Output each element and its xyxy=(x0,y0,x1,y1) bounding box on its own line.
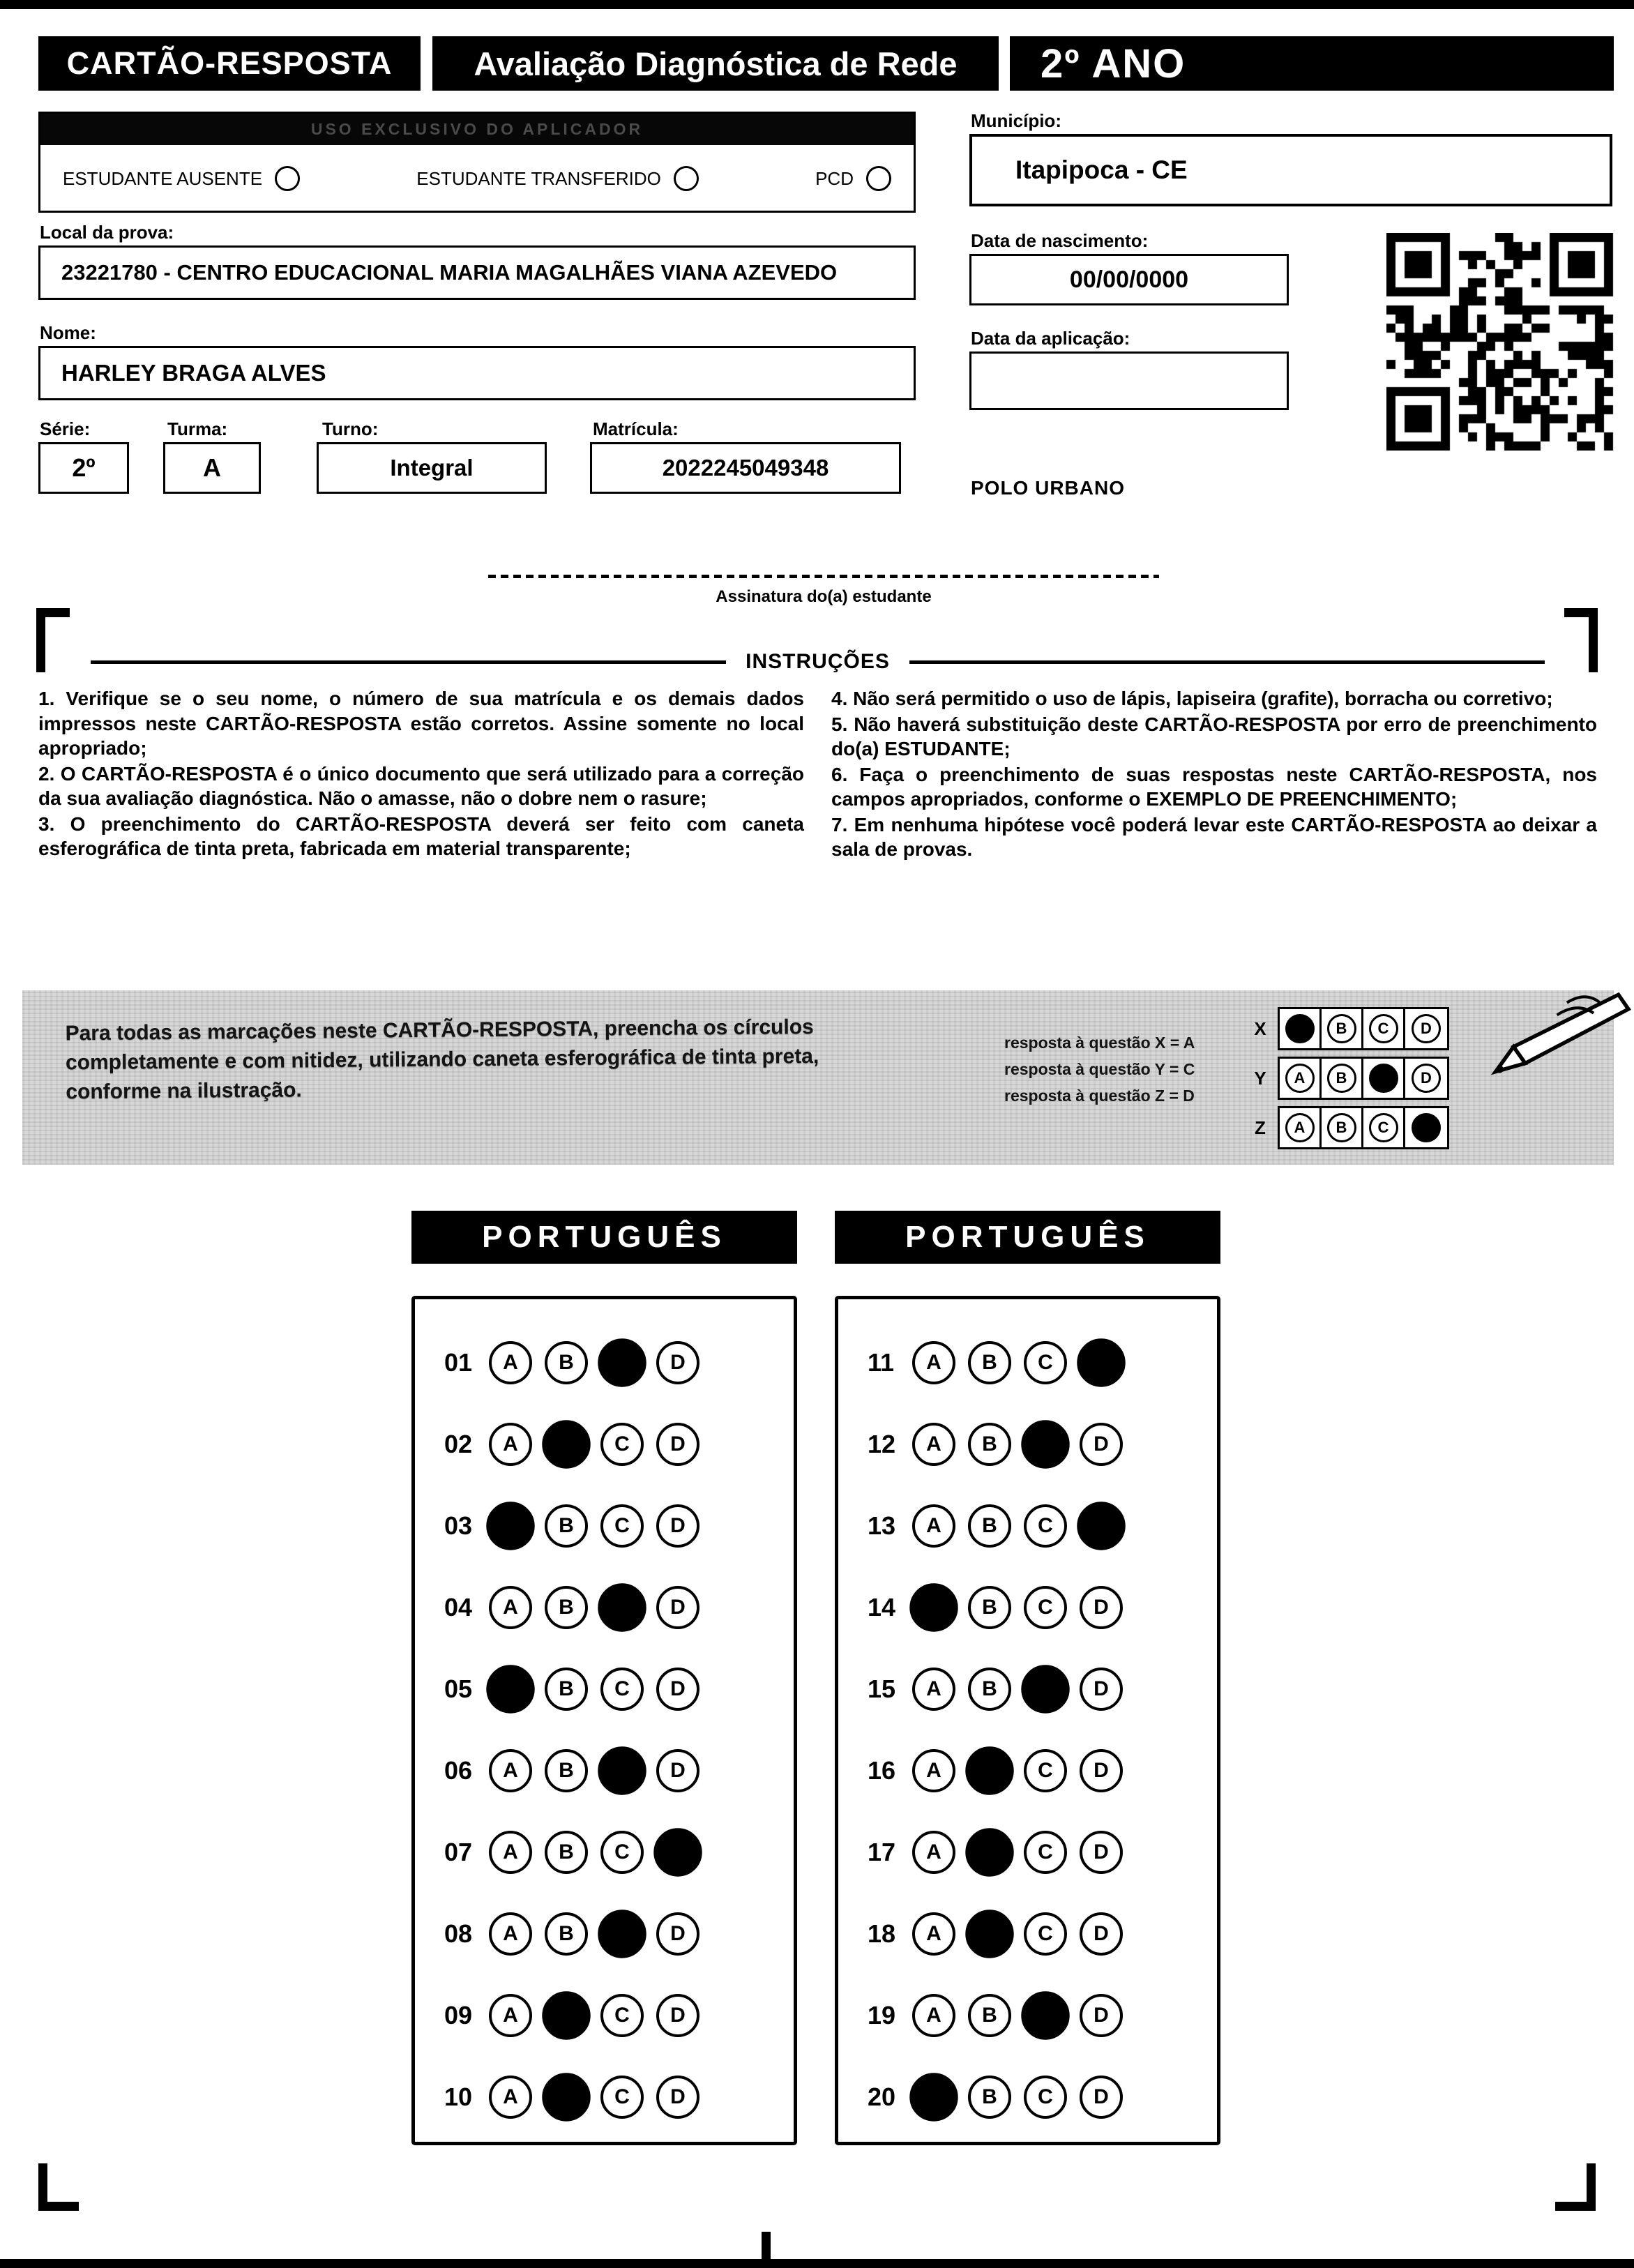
bottom-edge-bar xyxy=(0,2259,1634,2268)
answer-bubble-a[interactable]: A xyxy=(489,1341,532,1384)
example-grid xyxy=(1251,1007,1449,1149)
answer-bubble-c[interactable]: C xyxy=(600,2076,644,2119)
serie-value-box xyxy=(38,442,129,494)
answer-bubble-b[interactable]: B xyxy=(968,2076,1011,2119)
instruction-item: 4. Não será permitido o uso de lápis, lapiseira (grafite), borracha ou corretivo; xyxy=(831,688,1553,709)
answer-bubble-c[interactable] xyxy=(1021,1665,1069,1713)
polo-label: POLO URBANO xyxy=(971,477,1125,499)
card-title xyxy=(38,36,421,91)
question-row xyxy=(868,2056,1217,2138)
applicator-option-circle[interactable] xyxy=(866,166,891,191)
answer-bubble-b[interactable]: B xyxy=(545,1912,588,1956)
question-number: 06 xyxy=(444,1755,473,1785)
answer-bubble-b[interactable]: B xyxy=(545,1668,588,1711)
answer-bubble-a[interactable]: A xyxy=(912,1668,955,1711)
question-row xyxy=(444,1730,794,1811)
example-row-label: Y xyxy=(1254,1067,1266,1089)
answer-bubble-b[interactable]: B xyxy=(968,1668,1011,1711)
answer-bubble-a[interactable]: A xyxy=(489,1749,532,1792)
answer-bubble-d[interactable]: D xyxy=(1080,1749,1123,1792)
applicator-options xyxy=(40,145,914,212)
instruction-item: 5. Não haverá substituição deste CARTÃO-RESPOSTA por erro de preenchimento do(a) ESTUDANTE; xyxy=(831,713,1597,759)
corner-mark-bottom-left xyxy=(38,2163,79,2211)
divider-line xyxy=(909,660,1545,664)
example-cell xyxy=(1322,1059,1363,1098)
applicator-option xyxy=(815,166,891,191)
answer-bubble-d[interactable]: D xyxy=(1080,1668,1123,1711)
answer-bubble-b[interactable]: B xyxy=(968,1423,1011,1466)
answer-bubble-a[interactable]: A xyxy=(489,2076,532,2119)
answer-bubble-c[interactable]: C xyxy=(1024,1831,1067,1874)
example-legend-line: resposta à questão X = A xyxy=(1004,1034,1195,1052)
turma-value-box xyxy=(163,442,261,494)
matricula-value-box xyxy=(590,442,901,494)
example-cell xyxy=(1405,1059,1447,1098)
answer-bubble-d[interactable]: D xyxy=(656,1586,699,1629)
answer-bubble-d[interactable]: D xyxy=(1080,1423,1123,1466)
answer-bubble-c[interactable]: C xyxy=(600,1994,644,2037)
nascimento-label: Data de nascimento: xyxy=(971,230,1149,251)
answer-bubble-a[interactable]: A xyxy=(489,1912,532,1956)
turno-value-box xyxy=(317,442,547,494)
answer-section xyxy=(835,1211,1220,2145)
applicator-option-label: PCD xyxy=(815,167,854,189)
answer-bubble-c[interactable]: C xyxy=(600,1504,644,1548)
example-cell xyxy=(1363,1108,1405,1147)
question-row xyxy=(868,1322,1217,1403)
question-row xyxy=(444,2056,794,2138)
assessment-title xyxy=(432,36,999,91)
example-bubble-a: A xyxy=(1285,1113,1315,1142)
corner-mark-bottom-right xyxy=(1555,2163,1596,2211)
answer-bubble-d[interactable] xyxy=(653,1828,702,1876)
answer-bubble-c[interactable]: C xyxy=(1024,1749,1067,1792)
applicator-option-circle[interactable] xyxy=(275,166,300,191)
pen-hand-illustration xyxy=(1462,974,1634,1095)
top-edge-bar xyxy=(0,0,1634,9)
aplicacao-label: Data da aplicação: xyxy=(971,328,1130,349)
instruction-item: 2. O CARTÃO-RESPOSTA é o único documento que será utilizado para a correção da sua avaliação diagnóstica. Não o amasse, não o dobre nem o rasure; xyxy=(38,762,804,809)
nome-value: HARLEY BRAGA ALVES xyxy=(61,360,326,386)
answer-bubble-c[interactable]: C xyxy=(1024,1586,1067,1629)
answer-section xyxy=(411,1211,797,2145)
answer-bubble-a[interactable]: A xyxy=(912,1831,955,1874)
question-row xyxy=(444,1403,794,1485)
question-row xyxy=(444,1566,794,1648)
example-bubble-c xyxy=(1369,1064,1398,1093)
nome-label: Nome: xyxy=(40,322,96,343)
question-number: 14 xyxy=(868,1592,896,1621)
instruction-item: 7. Em nenhuma hipótese você poderá levar este CARTÃO-RESPOSTA ao deixar a sala de provas. xyxy=(831,813,1597,860)
answer-grid xyxy=(835,1296,1220,2145)
answer-bubble-a[interactable]: A xyxy=(489,1423,532,1466)
applicator-bar-label: USO EXCLUSIVO DO APLICADOR xyxy=(310,120,644,138)
applicator-option xyxy=(416,166,699,191)
answer-bubble-b[interactable]: B xyxy=(545,1749,588,1792)
local-label: Local da prova: xyxy=(40,222,174,243)
instruction-item: 3. O preenchimento do CARTÃO-RESPOSTA deverá ser feito com caneta esferográfica de tinta preta, fabricada em material transparente; xyxy=(38,812,804,859)
answer-bubble-b[interactable] xyxy=(542,1420,590,1468)
example-bubble-b: B xyxy=(1327,1113,1356,1142)
question-number: 18 xyxy=(868,1919,896,1948)
answer-bubble-b[interactable]: B xyxy=(968,1994,1011,2037)
answer-bubble-a[interactable] xyxy=(909,2073,958,2121)
question-number: 09 xyxy=(444,2000,473,2029)
applicator-option xyxy=(63,166,300,191)
center-registration-mark xyxy=(762,2232,771,2261)
example-bubble-c: C xyxy=(1369,1113,1398,1142)
municipio-label: Município: xyxy=(971,110,1061,131)
question-number: 11 xyxy=(868,1347,895,1377)
answer-bubble-a[interactable]: A xyxy=(489,1831,532,1874)
question-row xyxy=(868,1811,1217,1893)
applicator-option-circle[interactable] xyxy=(674,166,699,191)
example-bubble-a: A xyxy=(1285,1064,1315,1093)
answer-bubble-d[interactable]: D xyxy=(656,1423,699,1466)
question-number: 05 xyxy=(444,1674,473,1703)
answer-bubble-c[interactable]: C xyxy=(1024,2076,1067,2119)
answer-bubble-c[interactable]: C xyxy=(600,1831,644,1874)
corner-bracket-top-left xyxy=(36,608,70,672)
example-row-label: Z xyxy=(1255,1117,1266,1138)
question-number: 17 xyxy=(868,1837,896,1866)
answer-bubble-c[interactable]: C xyxy=(600,1668,644,1711)
example-cell xyxy=(1322,1108,1363,1147)
turma-value: A xyxy=(203,453,221,482)
answer-bubble-d[interactable]: D xyxy=(656,1912,699,1956)
example-legend-line: resposta à questão Y = C xyxy=(1004,1060,1195,1078)
answer-bubble-c[interactable] xyxy=(598,1583,646,1631)
question-number: 15 xyxy=(868,1674,896,1703)
aplicacao-value-box xyxy=(969,351,1289,410)
answer-bubble-b[interactable] xyxy=(965,1746,1013,1794)
question-number: 12 xyxy=(868,1429,896,1458)
example-cell xyxy=(1363,1059,1405,1098)
example-bubble-a xyxy=(1285,1014,1315,1043)
answer-section-title: PORTUGUÊS xyxy=(411,1211,797,1264)
applicator-option-label: ESTUDANTE TRANSFERIDO xyxy=(416,167,661,189)
question-row xyxy=(868,1648,1217,1730)
answer-bubble-a[interactable]: A xyxy=(912,1423,955,1466)
card-title-text: CARTÃO-RESPOSTA xyxy=(66,45,393,81)
applicator-box xyxy=(38,112,916,213)
example-cell xyxy=(1405,1009,1447,1048)
example-cell xyxy=(1280,1009,1322,1048)
question-row xyxy=(868,1893,1217,1974)
answer-bubble-c[interactable]: C xyxy=(1024,1504,1067,1548)
answer-section-title: PORTUGUÊS xyxy=(835,1211,1220,1264)
example-cell xyxy=(1280,1108,1322,1147)
question-number: 01 xyxy=(444,1347,473,1377)
answer-bubble-c[interactable] xyxy=(598,1910,646,1958)
serie-value: 2º xyxy=(72,453,96,482)
question-row xyxy=(444,1648,794,1730)
answer-bubble-b[interactable]: B xyxy=(545,1504,588,1548)
instruction-item: 1. Verifique se o seu nome, o número de sua matrícula e os demais dados impressos neste CARTÃO-RESPOSTA estão corretos. Assine somente no local apropriado; xyxy=(38,688,804,759)
answer-bubble-d[interactable]: D xyxy=(656,2076,699,2119)
answer-bubble-b[interactable]: B xyxy=(545,1586,588,1629)
divider-line xyxy=(91,660,726,664)
nascimento-value: 00/00/0000 xyxy=(1069,266,1189,293)
applicator-option-label: ESTUDANTE AUSENTE xyxy=(63,167,263,189)
answer-bubble-d[interactable]: D xyxy=(1080,1912,1123,1956)
question-number: 08 xyxy=(444,1919,473,1948)
matricula-label: Matrícula: xyxy=(593,418,679,439)
answer-bubble-b[interactable]: B xyxy=(545,1831,588,1874)
question-row xyxy=(444,1485,794,1566)
instructions-header xyxy=(91,650,1545,674)
answer-bubble-a[interactable] xyxy=(486,1502,534,1550)
example-cell xyxy=(1280,1059,1322,1098)
answer-bubble-a[interactable]: A xyxy=(489,1586,532,1629)
example-cell xyxy=(1363,1009,1405,1048)
example-bubble-c: C xyxy=(1369,1014,1398,1043)
instructions-left xyxy=(38,686,804,862)
municipio-value: Itapipoca - CE xyxy=(1015,156,1188,184)
example-grid-row xyxy=(1251,1057,1449,1100)
answer-bubble-a[interactable]: A xyxy=(912,1341,955,1384)
answer-bubble-c[interactable] xyxy=(598,1338,646,1386)
local-value-box xyxy=(38,245,916,300)
answer-grid xyxy=(411,1296,797,2145)
question-row xyxy=(868,1485,1217,1566)
instruction-item: 6. Faça o preenchimento de suas respostas neste CARTÃO-RESPOSTA, nos campos apropriados, conforme o EXEMPLO DE PREENCHIMENTO; xyxy=(831,763,1597,810)
answer-bubble-d[interactable]: D xyxy=(656,1994,699,2037)
example-grid-row xyxy=(1251,1007,1449,1050)
answer-bubble-c[interactable]: C xyxy=(1024,1912,1067,1956)
answer-bubble-b[interactable]: B xyxy=(968,1586,1011,1629)
answer-bubble-d[interactable]: D xyxy=(656,1749,699,1792)
answer-bubble-d[interactable] xyxy=(1077,1502,1125,1550)
answer-bubble-c[interactable] xyxy=(1021,1991,1069,2039)
example-legend-line: resposta à questão Z = D xyxy=(1004,1087,1195,1105)
turma-label: Turma: xyxy=(167,418,228,439)
nome-value-box xyxy=(38,346,916,400)
question-number: 13 xyxy=(868,1511,896,1540)
example-bubble-d: D xyxy=(1412,1014,1441,1043)
question-row xyxy=(444,1811,794,1893)
answer-bubble-b[interactable] xyxy=(542,2073,590,2121)
assessment-title-text: Avaliação Diagnóstica de Rede xyxy=(474,45,958,82)
grade-title-text: 2º ANO xyxy=(1041,40,1186,86)
example-grid-row xyxy=(1251,1106,1449,1149)
nascimento-value-box xyxy=(969,254,1289,305)
example-band xyxy=(22,990,1614,1165)
answer-bubble-a[interactable]: A xyxy=(912,1912,955,1956)
local-value: 23221780 - CENTRO EDUCACIONAL MARIA MAGALHÃES VIANA AZEVEDO xyxy=(61,260,838,285)
answer-bubble-d[interactable] xyxy=(1077,1338,1125,1386)
answer-bubble-c[interactable] xyxy=(598,1746,646,1794)
serie-label: Série: xyxy=(40,418,91,439)
answer-bubble-d[interactable]: D xyxy=(1080,1586,1123,1629)
answer-bubble-b[interactable] xyxy=(965,1910,1013,1958)
answer-bubble-d[interactable]: D xyxy=(1080,2076,1123,2119)
answer-bubble-b[interactable] xyxy=(965,1828,1013,1876)
example-cell xyxy=(1322,1009,1363,1048)
answer-bubble-d[interactable]: D xyxy=(656,1504,699,1548)
answer-bubble-a[interactable]: A xyxy=(912,1994,955,2037)
question-row xyxy=(868,1403,1217,1485)
example-bubble-d xyxy=(1412,1113,1441,1142)
answer-bubble-a[interactable] xyxy=(909,1583,958,1631)
question-number: 07 xyxy=(444,1837,473,1866)
question-row xyxy=(868,1730,1217,1811)
question-number: 03 xyxy=(444,1511,473,1540)
turno-label: Turno: xyxy=(322,418,379,439)
answer-bubble-c[interactable] xyxy=(1021,1420,1069,1468)
answer-bubble-d[interactable]: D xyxy=(1080,1831,1123,1874)
signature-label: Assinatura do(a) estudante xyxy=(716,587,932,606)
answer-bubble-b[interactable]: B xyxy=(545,1341,588,1384)
example-bubble-b: B xyxy=(1327,1014,1356,1043)
question-number: 10 xyxy=(444,2082,473,2111)
answer-bubble-d[interactable]: D xyxy=(656,1668,699,1711)
example-row-label: X xyxy=(1254,1018,1266,1039)
question-row xyxy=(444,1974,794,2056)
answer-bubble-a[interactable]: A xyxy=(912,1749,955,1792)
question-row xyxy=(868,1566,1217,1648)
example-cell xyxy=(1405,1108,1447,1147)
question-number: 19 xyxy=(868,2000,896,2029)
example-legend xyxy=(1004,1029,1195,1109)
qr-code xyxy=(1386,233,1614,451)
example-text: Para todas as marcações neste CARTÃO-RESPOSTA, preencha os círculos completamente e com nitidez, utilizando caneta esferográfica de tinta preta, conforme na ilustração. xyxy=(65,1015,819,1104)
question-number: 20 xyxy=(868,2082,896,2111)
instructions-title: INSTRUÇÕES xyxy=(746,650,890,673)
question-number: 02 xyxy=(444,1429,473,1458)
answer-bubble-a[interactable]: A xyxy=(489,1994,532,2037)
example-row-cells xyxy=(1278,1007,1449,1050)
answer-bubble-d[interactable]: D xyxy=(656,1341,699,1384)
question-row xyxy=(868,1974,1217,2056)
instructions-right xyxy=(831,686,1597,863)
matricula-value: 2022245049348 xyxy=(662,455,829,481)
answer-bubble-b[interactable] xyxy=(542,1991,590,2039)
answer-bubble-c[interactable]: C xyxy=(1024,1341,1067,1384)
question-row xyxy=(444,1322,794,1403)
turno-value: Integral xyxy=(390,455,474,481)
municipio-value-box xyxy=(969,134,1612,206)
answer-bubble-d[interactable]: D xyxy=(1080,1994,1123,2037)
corner-bracket-top-right xyxy=(1564,608,1598,672)
example-bubble-b: B xyxy=(1327,1064,1356,1093)
example-row-cells xyxy=(1278,1106,1449,1149)
answer-bubble-c[interactable]: C xyxy=(600,1423,644,1466)
applicator-bar xyxy=(40,114,914,145)
example-bubble-d: D xyxy=(1412,1064,1441,1093)
question-row xyxy=(444,1893,794,1974)
answer-sections xyxy=(411,1211,1220,2145)
signature-line[interactable] xyxy=(488,575,1159,578)
answer-bubble-b[interactable]: B xyxy=(968,1504,1011,1548)
answer-bubble-a[interactable]: A xyxy=(912,1504,955,1548)
question-number: 04 xyxy=(444,1592,473,1621)
answer-bubble-b[interactable]: B xyxy=(968,1341,1011,1384)
grade-title xyxy=(1010,36,1614,91)
example-row-cells xyxy=(1278,1057,1449,1100)
question-number: 16 xyxy=(868,1755,896,1785)
answer-bubble-a[interactable] xyxy=(486,1665,534,1713)
